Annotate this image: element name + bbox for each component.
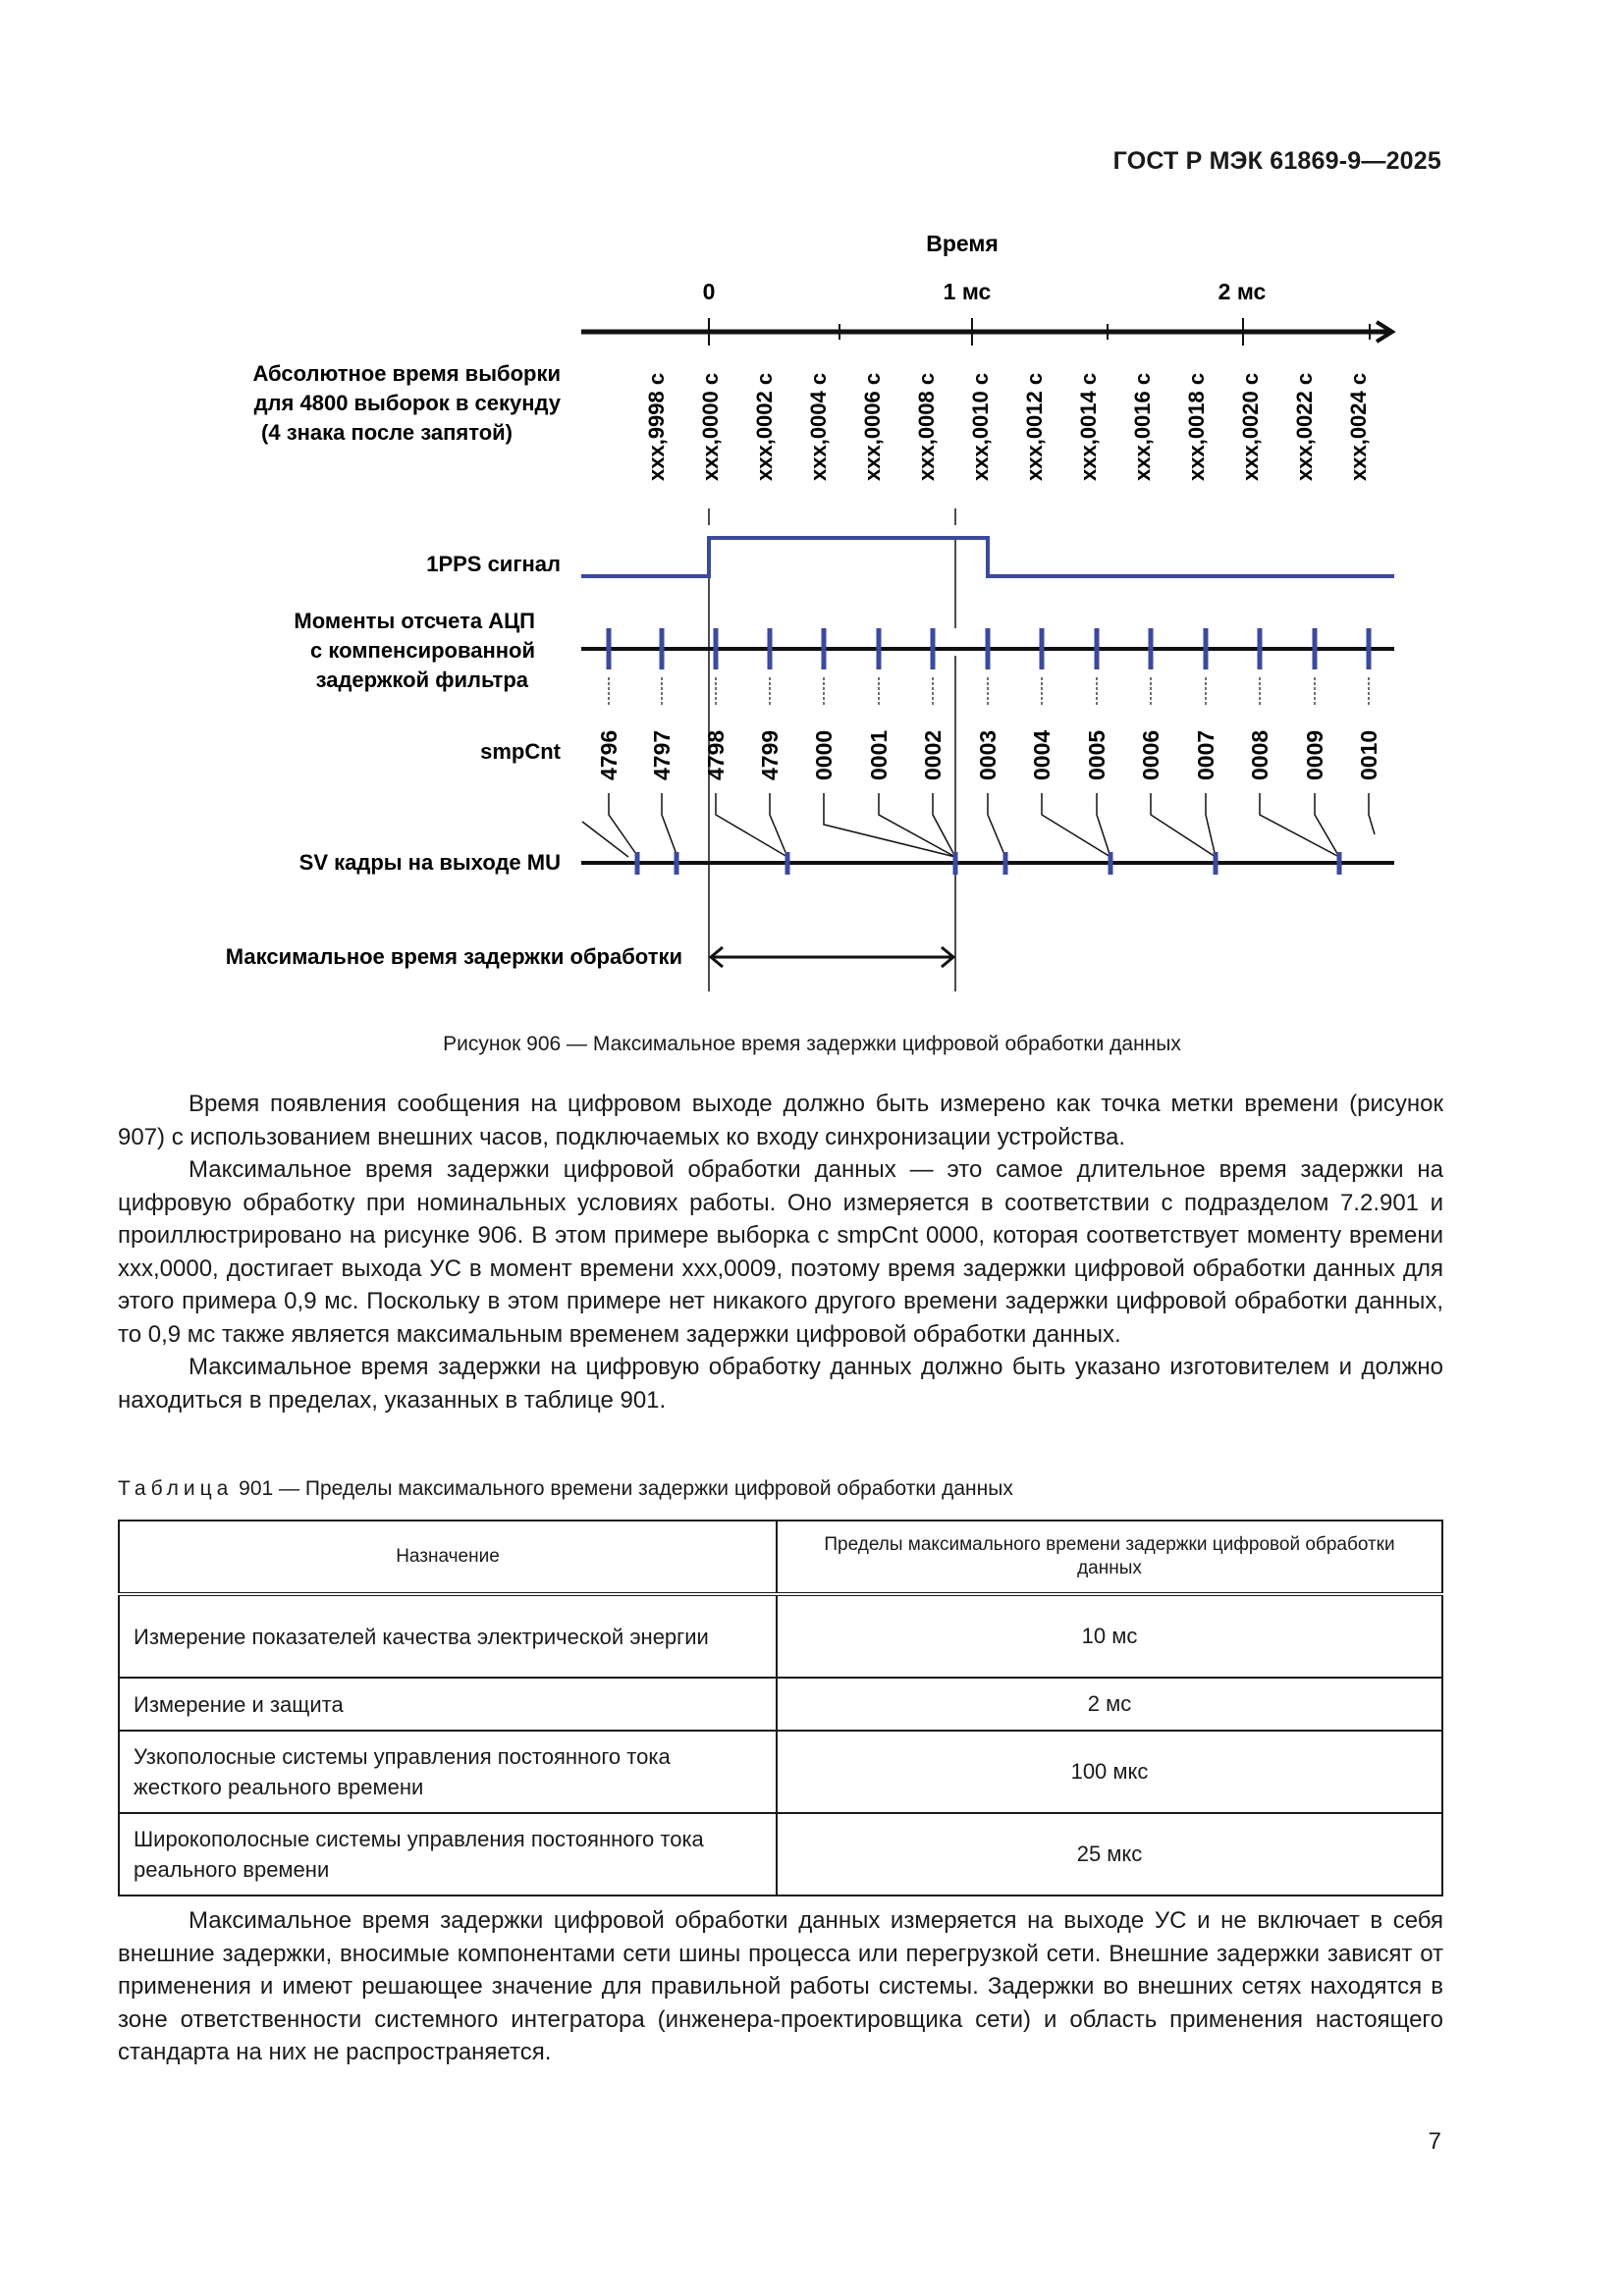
- svg-text:xxx,0006 c: xxx,0006 c: [860, 372, 885, 481]
- svg-text:4797: 4797: [649, 729, 675, 780]
- svg-text:xxx,0022 c: xxx,0022 c: [1292, 372, 1317, 481]
- pps-signal: [581, 538, 1394, 576]
- smpcnt-labels: [596, 730, 1381, 780]
- label-adc-2: с компенсированной: [310, 638, 535, 663]
- svg-text:xxx,0000 c: xxx,0000 c: [698, 372, 723, 481]
- sv-mapping-lines: [582, 793, 1375, 857]
- svg-text:xxx,0010 c: xxx,0010 c: [968, 372, 993, 481]
- body-text: [118, 1088, 1443, 1416]
- time-label-2ms: 2 мс: [1218, 279, 1267, 304]
- closing-text: [118, 1904, 1443, 2069]
- table-caption: Таблица 901 — Пределы максимального времени задержки цифровой обработки данных: [118, 1477, 1013, 1500]
- smpcnt-connectors: [609, 677, 1369, 705]
- svg-text:xxx,0012 c: xxx,0012 c: [1022, 372, 1047, 481]
- svg-text:0008: 0008: [1247, 729, 1272, 780]
- paragraph: Максимальное время задержки цифровой обработки данных — это самое длительное время задержки на цифровую обработку при номинальных условиях работы. Оно измеряется в соответствии с подразделом 7.2.901 и проиллюстрировано на рисунке 906. В этом примере выборка с smpCnt 0000, которая соответствует моменту времени xxx,0000, достигает выхода УС в момент времени xxx,0009, поэтому время задержки цифровой обработки данных для этого примера 0,9 мс. Поскольку в этом примере нет никакого другого времени задержки цифровой обработки данных, то 0,9 мс также является максимальным временем задержки цифровой обработки данных.: [118, 1156, 1443, 1348]
- svg-text:0005: 0005: [1084, 729, 1110, 780]
- svg-text:0003: 0003: [975, 729, 1001, 780]
- svg-text:0004: 0004: [1029, 729, 1055, 780]
- paragraph: Время появления сообщения на цифровом выходе должно быть измерено как точка метки времени (рисунок 907) с использованием внешних часов, подключаемых ко входу синхронизации устройства.: [118, 1091, 1443, 1150]
- time-label-1ms: 1 мс: [943, 279, 992, 304]
- svg-text:0010: 0010: [1356, 729, 1381, 780]
- time-axis: [581, 318, 1392, 346]
- timing-diagram: [0, 0, 1624, 1031]
- svg-text:xxx,0002 c: xxx,0002 c: [752, 372, 777, 481]
- svg-text:xxx,0014 c: xxx,0014 c: [1076, 372, 1101, 481]
- figure-caption: Рисунок 906 — Максимальное время задержки цифровой обработки данных: [443, 1033, 1181, 1055]
- table-row: Измерение и защита 2 мс: [119, 1678, 1442, 1731]
- svg-text:xxx,0016 c: xxx,0016 c: [1130, 372, 1155, 481]
- svg-text:xxx,0024 c: xxx,0024 c: [1346, 372, 1371, 481]
- svg-text:0009: 0009: [1302, 729, 1327, 780]
- col-header-limit: Пределы максимального времени задержки цифровой обработки данных: [777, 1521, 1442, 1594]
- table-row: Широкополосные системы управления постоянного тока реального времени 25 мкс: [119, 1813, 1442, 1896]
- label-abs-time-3: (4 знака после запятой): [261, 420, 513, 445]
- svg-text:xxx,0018 c: xxx,0018 c: [1184, 372, 1209, 481]
- label-smpcnt: smpCnt: [480, 739, 561, 764]
- paragraph: Максимальное время задержки на цифровую обработку данных должно быть указано изготовителем и должно находиться в пределах, указанных в таблице 901.: [118, 1354, 1443, 1414]
- time-label-0: 0: [702, 279, 716, 304]
- table-header-row: [119, 1521, 1442, 1594]
- paragraph: Максимальное время задержки цифровой обработки данных измеряется на выходе УС и не включает в себя внешние задержки, вносимые компонентами сети шины процесса или перегрузкой сети. Внешние задержки зависят от применения и имеют решающее значение для правильной работы системы. Задержки во внешних сетях находятся в зоне ответственности системного интегратора (инженера-проектировщика сети) и область применения настоящего стандарта на них не распространяется.: [118, 1907, 1443, 2065]
- label-abs-time-1: Абсолютное время выборки: [252, 361, 561, 386]
- svg-text:0000: 0000: [811, 729, 837, 780]
- svg-text:4796: 4796: [596, 729, 622, 780]
- label-adc-3: задержкой фильтра: [315, 667, 528, 692]
- svg-text:0006: 0006: [1138, 729, 1164, 780]
- delay-limits-table: [118, 1520, 1443, 1896]
- abs-time-labels: [644, 373, 1371, 481]
- table-row: Измерение показателей качества электрической энергии 10 мс: [119, 1594, 1442, 1678]
- label-max-delay: Максимальное время задержки обработки: [225, 944, 682, 969]
- label-adc-1: Моменты отсчета АЦП: [294, 609, 535, 633]
- svg-text:0001: 0001: [866, 729, 892, 780]
- svg-text:0007: 0007: [1193, 729, 1218, 780]
- svg-text:4798: 4798: [703, 729, 729, 780]
- svg-text:0002: 0002: [920, 729, 946, 780]
- label-sv-frames: SV кадры на выходе MU: [298, 850, 561, 875]
- svg-text:4799: 4799: [757, 729, 783, 780]
- svg-text:xxx,0020 c: xxx,0020 c: [1238, 372, 1263, 481]
- label-abs-time-2: для 4800 выборок в секунду: [253, 391, 561, 415]
- time-axis-title: Время: [926, 231, 999, 256]
- table-row: Узкополосные системы управления постоянного тока жесткого реального времени 100 мкс: [119, 1731, 1442, 1813]
- label-pps: 1PPS сигнал: [426, 552, 561, 576]
- document-id: ГОСТ Р МЭК 61869-9—2025: [1112, 147, 1441, 175]
- col-header-purpose: Назначение: [119, 1521, 777, 1594]
- svg-text:xxx,9998 c: xxx,9998 c: [644, 372, 669, 481]
- max-delay-arrow: [711, 947, 953, 967]
- svg-text:xxx,0008 c: xxx,0008 c: [914, 372, 939, 481]
- page-number: 7: [1428, 2128, 1441, 2155]
- svg-text:xxx,0004 c: xxx,0004 c: [806, 372, 831, 481]
